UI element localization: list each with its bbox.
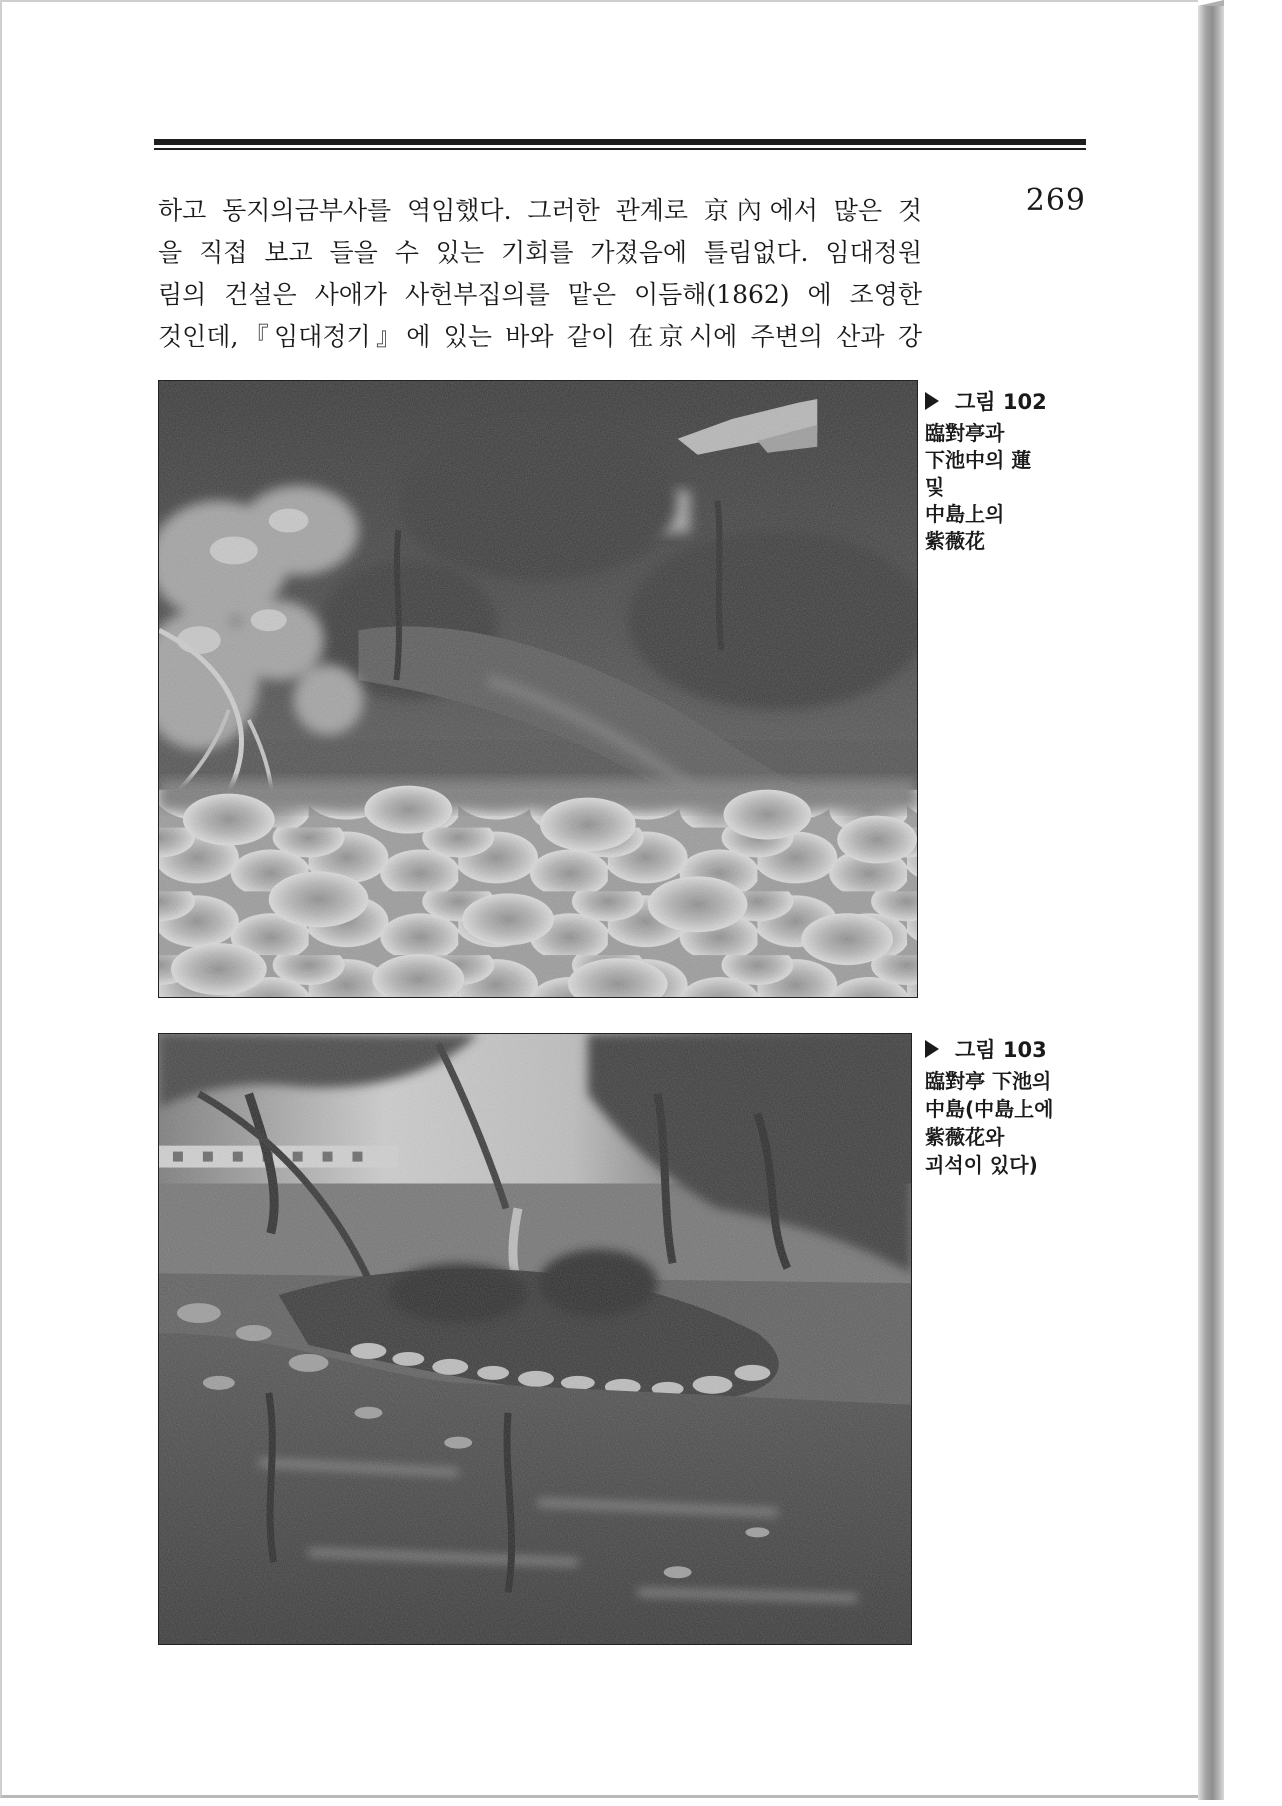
- caption-line: 紫薇花: [925, 529, 985, 553]
- figure-102-photo: [158, 380, 918, 998]
- page-stack-edge: [1198, 6, 1224, 1800]
- caption-text: [925, 1067, 1085, 1179]
- pond-island-photo: [159, 1034, 911, 1644]
- garden-lotus-photo: [159, 381, 917, 997]
- body-line: 을 직접 보고 들을 수 있는 기회를 가졌음에 틀림없다. 임대정원: [158, 238, 922, 267]
- body-line: 것인데,『임대정기』에 있는 바와 같이 在京시에 주변의 산과 강: [158, 322, 922, 351]
- figure-number: 그림 103: [955, 1038, 1047, 1062]
- figure-number: 그림 102: [955, 390, 1047, 414]
- caption-line: 中島(中島上에: [925, 1097, 1054, 1121]
- header-double-rule: [154, 139, 1086, 150]
- figure-102-caption: [925, 389, 1085, 555]
- caption-line: 下池中의 蓮: [925, 448, 1032, 472]
- body-paragraph: [158, 190, 922, 358]
- triangle-pointer-icon: [925, 392, 939, 410]
- caption-line: 臨對亭과: [925, 421, 1005, 445]
- body-line: 하고 동지의금부사를 역임했다. 그러한 관계로 京內에서 많은 것: [158, 196, 922, 225]
- figure-label: [925, 389, 1085, 413]
- page-number: 269: [1025, 183, 1086, 218]
- figure-103-caption: [925, 1037, 1085, 1179]
- body-line: 림의 건설은 사애가 사헌부집의를 맡은 이듬해(1862) 에 조영한: [158, 280, 922, 309]
- caption-line: 臨對亭 下池의: [925, 1069, 1052, 1093]
- figure-103-photo: [158, 1033, 912, 1645]
- caption-line: 괴석이 있다): [925, 1153, 1038, 1177]
- caption-line: 中島上의: [925, 502, 1005, 526]
- caption-text: [925, 420, 1085, 555]
- figure-label: [925, 1037, 1085, 1061]
- caption-line: 및: [925, 475, 945, 499]
- caption-line: 紫薇花와: [925, 1125, 1005, 1149]
- triangle-pointer-icon: [925, 1040, 939, 1058]
